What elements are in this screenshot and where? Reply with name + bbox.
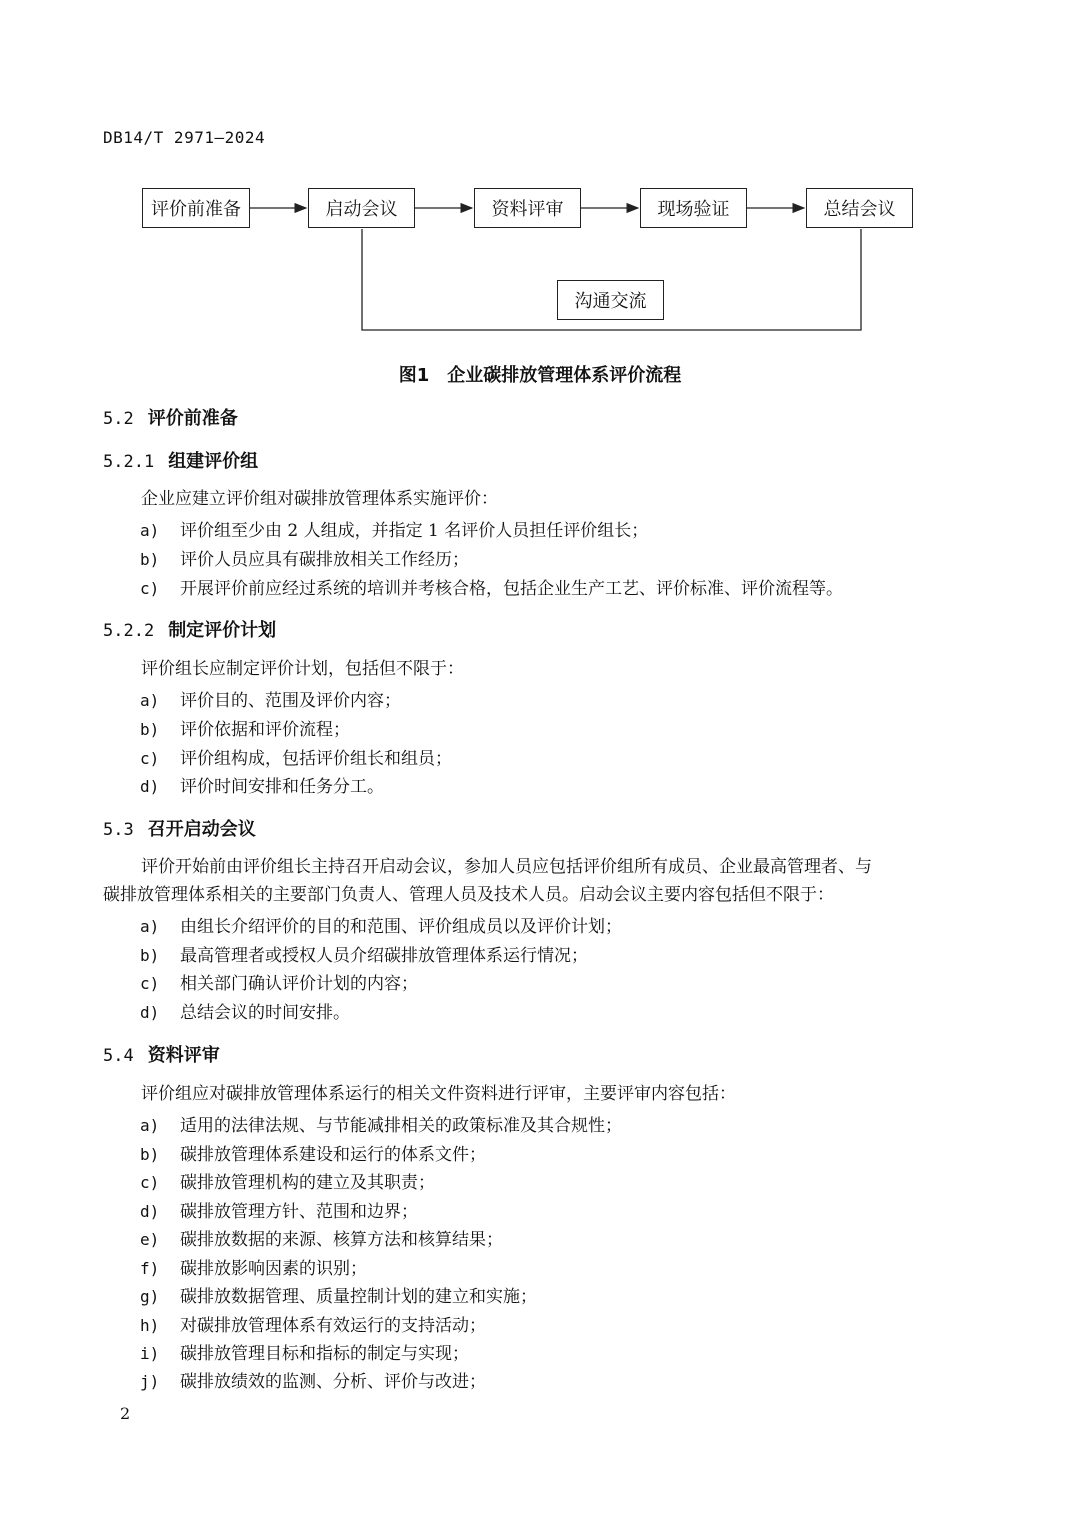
figure-number: 图1: [398, 365, 430, 386]
list-item: a) 由组长介绍评价的目的和范围、评价组成员以及评价计划；: [140, 917, 622, 937]
flow-communication: 沟通交流: [557, 280, 664, 320]
figure-caption: [0, 361, 1080, 387]
section-5-2-heading: 5.2 评价前准备: [103, 408, 238, 429]
list-item: c) 评价组构成，包括评价组长和组员；: [140, 749, 452, 769]
list-item: b) 评价依据和评价流程；: [140, 720, 350, 740]
list-item: d) 评价时间安排和任务分工。: [140, 777, 384, 797]
flow-step-doc-review: 资料评审: [474, 188, 581, 228]
list-item: c) 相关部门确认评价计划的内容；: [140, 974, 418, 994]
list-item: i) 碳排放管理目标和指标的制定与实现；: [140, 1344, 469, 1364]
list-item: b) 最高管理者或授权人员介绍碳排放管理体系运行情况；: [140, 946, 588, 966]
evaluation-flowchart: [0, 0, 1080, 340]
list-item: f) 碳排放影响因素的识别；: [140, 1259, 367, 1279]
list-item: a) 评价目的、范围及评价内容；: [140, 691, 401, 711]
document-code: DB14/T 2971—2024: [103, 128, 266, 147]
list-item: j) 碳排放绩效的监测、分析、评价与改进；: [140, 1372, 486, 1392]
flow-step-prep: 评价前准备: [142, 188, 250, 228]
figure-title: 企业碳排放管理体系评价流程: [447, 365, 682, 386]
section-5-3-heading: 5.3 召开启动会议: [103, 819, 256, 840]
list-item: b) 评价人员应具有碳排放相关工作经历；: [140, 550, 469, 570]
list-item: e) 碳排放数据的来源、核算方法和核算结果；: [140, 1230, 503, 1250]
section-5-2-2-heading: 5.2.2 制定评价计划: [103, 620, 277, 641]
section-5-4-intro: 评价组应对碳排放管理体系运行的相关文件资料进行评审，主要评审内容包括：: [141, 1084, 736, 1104]
list-item: c) 碳排放管理机构的建立及其职责；: [140, 1173, 435, 1193]
list-item: b) 碳排放管理体系建设和运行的体系文件；: [140, 1145, 486, 1165]
flow-step-onsite: 现场验证: [640, 188, 747, 228]
list-item: d) 碳排放管理方针、范围和边界；: [140, 1202, 418, 1222]
section-5-2-2-intro: 评价组长应制定评价计划，包括但不限于：: [141, 659, 464, 679]
list-item: a) 评价组至少由 2 人组成，并指定 1 名评价人员担任评价组长；: [140, 521, 649, 541]
list-item: g) 碳排放数据管理、质量控制计划的建立和实施；: [140, 1287, 537, 1307]
list-item: d) 总结会议的时间安排。: [140, 1003, 350, 1023]
page-number: 2: [120, 1404, 131, 1423]
list-item: h) 对碳排放管理体系有效运行的支持活动；: [140, 1316, 486, 1336]
section-5-2-1-intro: 企业应建立评价组对碳排放管理体系实施评价：: [141, 489, 498, 509]
section-5-4-heading: 5.4 资料评审: [103, 1045, 220, 1066]
flow-step-summary: 总结会议: [806, 188, 913, 228]
section-5-2-1-heading: 5.2.1 组建评价组: [103, 451, 259, 472]
flowchart-connectors: [0, 0, 1080, 340]
flow-step-kickoff: 启动会议: [308, 188, 415, 228]
section-5-3-intro: 评价开始前由评价组长主持召开启动会议，参加人员应包括评价组所有成员、企业最高管理者、与 碳排放管理体系相关的主要部门负责人、管理人员及技术人员。启动会议主要内容包括但不限于：: [103, 857, 872, 905]
list-item: a) 适用的法律法规、与节能减排相关的政策标准及其合规性；: [140, 1116, 622, 1136]
list-item: c) 开展评价前应经过系统的培训并考核合格，包括企业生产工艺、评价标准、评价流程等。: [140, 579, 843, 599]
